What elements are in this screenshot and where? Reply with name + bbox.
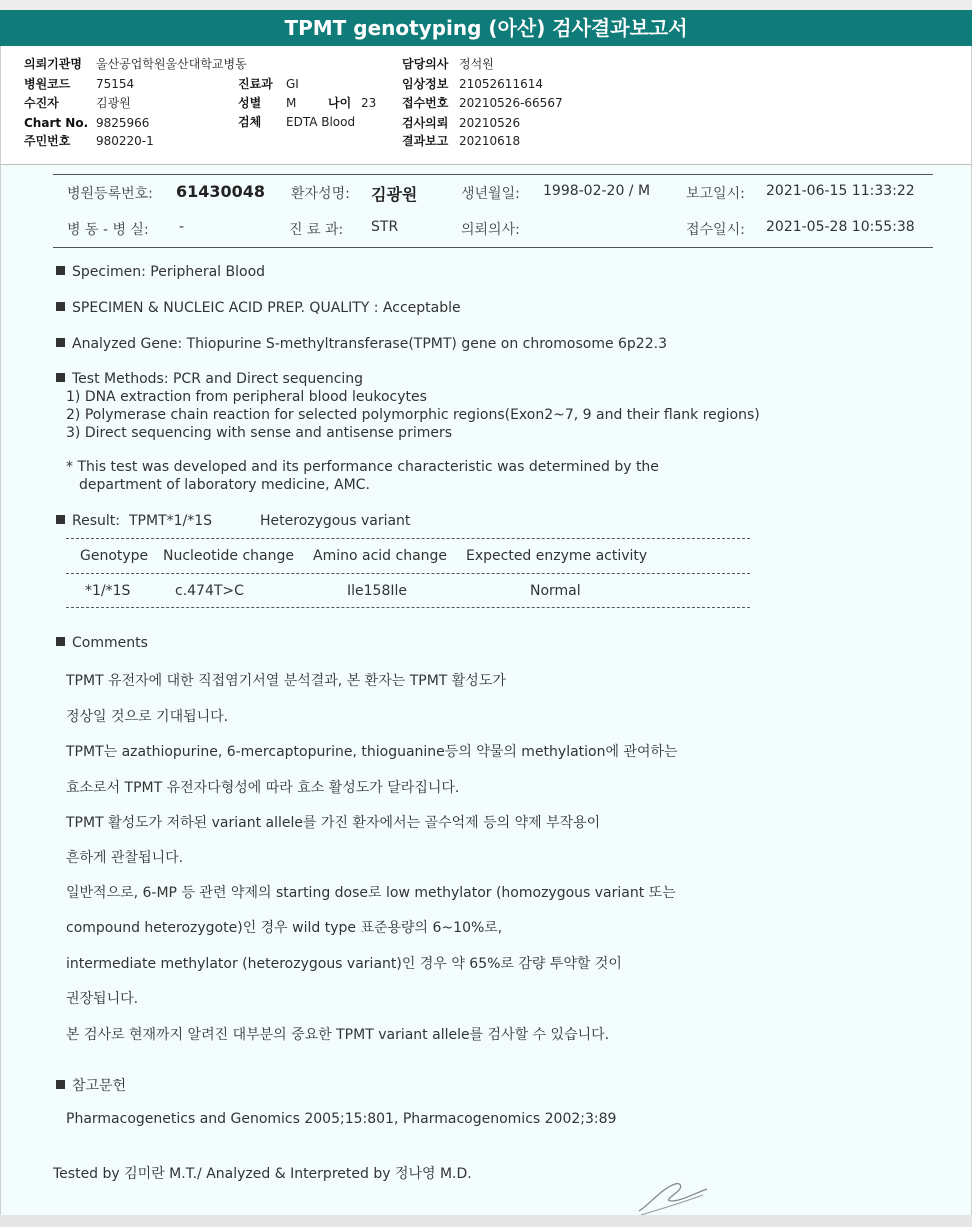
receipt-datetime-value: 2021-05-28 10:55:38 [766, 219, 915, 235]
comment-line: 정상일 것으로 기대됩니다. [66, 709, 229, 725]
header-label: 검사의뢰 [402, 116, 449, 130]
result-cell-nucleotide: c.474T>C [175, 583, 244, 599]
test-methods-text: Test Methods: PCR and Direct sequencing [72, 371, 364, 387]
header-value: 김광원 [96, 96, 131, 110]
header-label: Chart No. [24, 116, 89, 130]
header-label: 담당의사 [402, 57, 449, 71]
header-row-doctor [402, 56, 494, 72]
header-value: GI [286, 77, 299, 91]
references-title: 참고문헌 [72, 1078, 127, 1094]
bullet-square-icon [56, 338, 65, 347]
comment-line: intermediate methylator (heterozygous variant)인 경우 약 65%로 감량 투약할 것이 [66, 956, 622, 972]
result-header-nucleotide: Nucleotide change [163, 548, 294, 564]
header-label: 검체 [238, 115, 262, 129]
header-row-request-date [402, 115, 520, 131]
department-value: STR [371, 219, 399, 235]
result-header-genotype: Genotype [80, 548, 149, 564]
patient-table-bottom-border [53, 247, 933, 248]
header-value: 980220-1 [96, 134, 154, 148]
report-title: TPMT genotyping (아산) 검사결과보고서 [0, 10, 972, 46]
result-genotype: TPMT*1/*1S [129, 513, 213, 529]
comment-line: compound heterozygote)인 경우 wild type 표준용량의 6~10%로, [66, 920, 503, 936]
header-value: 75154 [96, 77, 135, 91]
header-row-age [328, 95, 376, 111]
header-row-report-date [402, 133, 520, 149]
header-row-institution [24, 56, 247, 72]
result-line [56, 513, 120, 529]
registration-no-label: 병원등록번호: [67, 186, 153, 202]
comment-line: 흔하게 관찰됩니다. [66, 850, 184, 866]
result-table-bottom-rule [66, 607, 750, 608]
birth-date-value: 1998-02-20 / M [543, 183, 651, 199]
ward-room-label: 병 동 - 병 실: [67, 222, 149, 238]
result-cell-enzyme: Normal [530, 583, 581, 599]
comment-line: 일반적으로, 6-MP 등 관련 약제의 starting dose로 low methylator (homozygous variant 또는 [66, 885, 676, 901]
report-datetime-value: 2021-06-15 11:33:22 [766, 183, 915, 199]
signature-line: Tested by 김미란 M.T./ Analyzed & Interpreted by 정나영 M.D. [53, 1166, 472, 1182]
quality-text: SPECIMEN & NUCLEIC ACID PREP. QUALITY : Acceptable [72, 300, 461, 316]
comment-line: TPMT 유전자에 대한 직접염기서열 분석결과, 본 환자는 TPMT 활성도가 [66, 673, 506, 689]
receipt-datetime-label: 접수일시: [686, 222, 745, 238]
header-row-hospital-code [24, 76, 134, 92]
header-label: 나이 [328, 96, 352, 110]
references-text: Pharmacogenetics and Genomics 2005;15:801, Pharmacogenomics 2002;3:89 [66, 1111, 617, 1127]
header-value: 23 [361, 96, 377, 110]
header-label: 임상정보 [402, 77, 449, 91]
department-label: 진 료 과: [289, 222, 344, 238]
result-table-mid-rule [66, 573, 750, 574]
comment-line: TPMT는 azathiopurine, 6-mercaptopurine, thioguanine등의 약물의 methylation에 관여하는 [66, 744, 678, 760]
test-methods-line [56, 371, 363, 387]
request-info-panel [0, 46, 972, 165]
bullet-square-icon [56, 302, 65, 311]
page-bottom-strip [0, 1215, 972, 1227]
comment-line: 본 검사로 현재까지 알려진 대부분의 중요한 TPMT variant allele를 검사할 수 있습니다. [66, 1027, 610, 1043]
result-table-top-rule [66, 538, 750, 539]
report-datetime-label: 보고일시: [686, 186, 745, 202]
header-value: EDTA Blood [286, 115, 356, 129]
comment-line: TPMT 활성도가 저하된 variant allele를 가진 환자에서는 골수억제 등의 약제 부작용이 [66, 815, 601, 831]
referring-doctor-label: 의뢰의사: [461, 222, 520, 238]
header-row-clinical-info [402, 76, 543, 92]
header-value: M [286, 96, 297, 110]
header-row-id-number [24, 133, 154, 149]
header-label: 접수번호 [402, 96, 449, 110]
header-row-patient [24, 95, 131, 111]
header-value: 21052611614 [459, 77, 543, 91]
comments-heading [56, 635, 148, 651]
specimen-line [56, 264, 265, 280]
test-note: * This test was developed and its performance characteristic was determined by the [66, 459, 659, 475]
test-note: department of laboratory medicine, AMC. [79, 477, 370, 493]
patient-table-top-border [53, 174, 933, 175]
header-label: 병원코드 [24, 77, 71, 91]
header-label: 성별 [238, 96, 262, 110]
method-step: 2) Polymerase chain reaction for selected polymorphic regions(Exon2~7, 9 and their flank regions) [66, 407, 760, 423]
bullet-square-icon [56, 266, 65, 275]
header-row-specimen [238, 114, 355, 130]
header-label: 수진자 [24, 96, 59, 110]
bullet-square-icon [56, 637, 65, 646]
result-header-amino-acid: Amino acid change [313, 548, 448, 564]
specimen-text: Specimen: Peripheral Blood [72, 264, 266, 280]
header-label: 주민번호 [24, 134, 71, 148]
header-label: 의뢰기관명 [24, 57, 82, 71]
header-label: 진료과 [238, 77, 273, 91]
header-value: 20210526-66567 [459, 96, 563, 110]
header-row-department [238, 76, 299, 92]
references-heading [56, 1075, 126, 1095]
header-row-receipt-no [402, 95, 563, 111]
result-label: Result: [72, 513, 120, 529]
result-cell-amino-acid: Ile158Ile [347, 583, 407, 599]
comments-title: Comments [72, 635, 148, 651]
ward-room-value: - [179, 219, 185, 235]
header-value: 20210618 [459, 134, 521, 148]
birth-date-label: 생년월일: [461, 186, 520, 202]
method-step: 1) DNA extraction from peripheral blood leukocytes [66, 389, 427, 405]
header-row-chart-no [24, 115, 149, 131]
comment-line: 효소로서 TPMT 유전자다형성에 따라 효소 활성도가 달라집니다. [66, 780, 460, 796]
bullet-square-icon [56, 515, 65, 524]
analyzed-gene-text: Analyzed Gene: Thiopurine S-methyltransferase(TPMT) gene on chromosome 6p22.3 [72, 336, 667, 352]
result-type: Heterozygous variant [260, 513, 411, 529]
bullet-square-icon [56, 373, 65, 382]
header-value: 20210526 [459, 116, 521, 130]
patient-name-value: 김광원 [371, 185, 418, 204]
registration-no-value: 61430048 [176, 182, 266, 201]
header-value: 정석원 [459, 57, 494, 71]
comment-line: 권장됩니다. [66, 991, 139, 1007]
bullet-square-icon [56, 1080, 65, 1089]
result-cell-genotype: *1/*1S [85, 583, 131, 599]
header-value: 울산공업학원울산대학교병동 [96, 57, 247, 71]
analyzed-gene-line [56, 336, 667, 352]
method-step: 3) Direct sequencing with sense and antisense primers [66, 425, 453, 441]
quality-line [56, 300, 461, 316]
header-label: 결과보고 [402, 134, 449, 148]
header-row-sex [238, 95, 296, 111]
report-body [0, 165, 972, 1215]
header-value: 9825966 [96, 116, 150, 130]
signature-scribble-icon [631, 1175, 721, 1220]
patient-name-label: 환자성명: [291, 186, 350, 202]
result-header-enzyme: Expected enzyme activity [466, 548, 648, 564]
